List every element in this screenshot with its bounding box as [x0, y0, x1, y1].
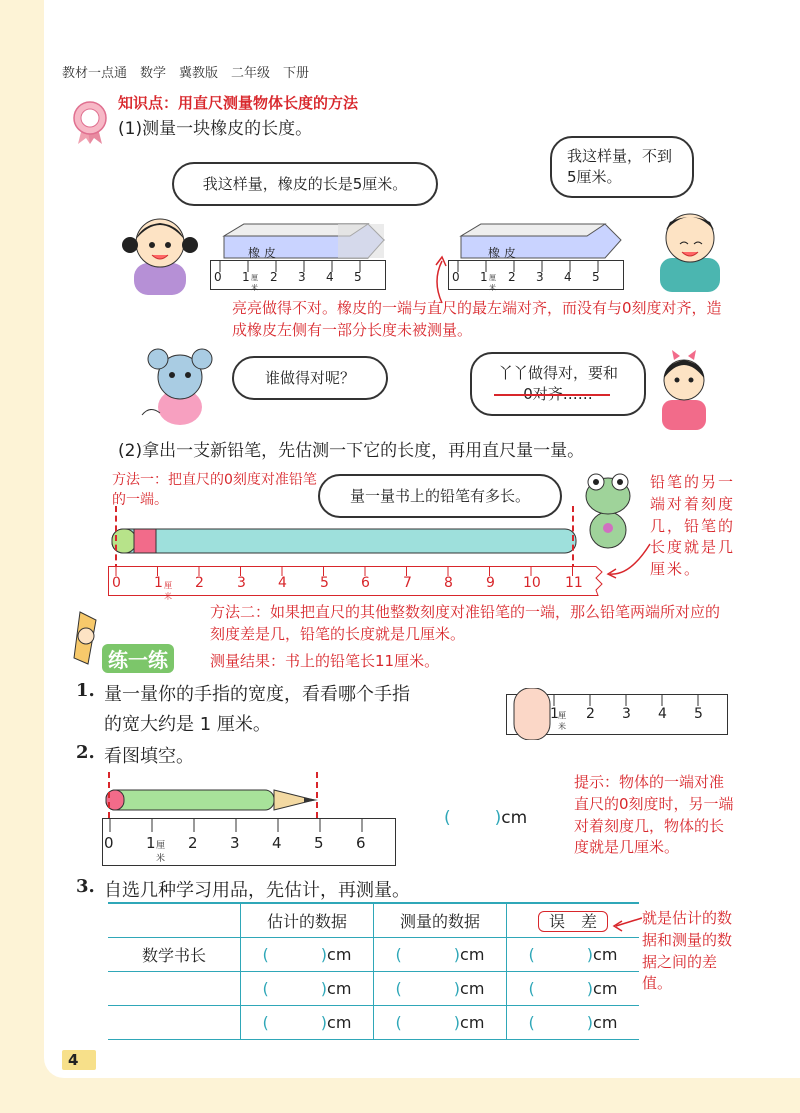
girl-figure: [120, 205, 200, 295]
underline-mark: [494, 394, 610, 396]
tick-label: 2: [195, 575, 204, 591]
speech-bubble-right: 我这样量，不到5厘米。: [550, 136, 694, 198]
tick-label: 0: [112, 575, 121, 591]
table-row: [108, 972, 639, 1006]
speech-bubble-frog: 量一量书上的铅笔有多长。: [318, 474, 562, 518]
tick-label: 3: [230, 834, 240, 852]
tick-label: 1: [154, 575, 163, 591]
cm-label: 厘米: [156, 841, 166, 864]
tick-label: 4: [564, 270, 572, 284]
tick-label: 5: [354, 270, 362, 284]
tick-label: 1: [550, 706, 559, 722]
tick-label: 6: [356, 834, 366, 852]
table-cell-item[interactable]: [108, 972, 241, 1006]
measure-result: 测量结果：书上的铅笔长11厘米。: [210, 652, 440, 670]
note-1: 亮亮做得不对。橡皮的一端与直尺的最左端对齐，而没有与0刻度对齐，造成橡皮左侧有一部分长度未被测量。: [232, 299, 722, 339]
table-cell-input[interactable]: ( )cm: [241, 938, 374, 972]
tick-label: 1: [242, 270, 250, 284]
q3-text: 自选几种学习用品，先估计，再测量。: [104, 880, 410, 901]
table-header-row: [108, 903, 639, 938]
pencil-short: [104, 786, 324, 814]
tick-label: 2: [586, 706, 595, 722]
side-note: 铅笔的另一端对着刻度几，铅笔的长度就是几厘米。: [650, 473, 736, 578]
dash-left-q2: [108, 772, 110, 818]
part2-heading: (2)拿出一支新铅笔，先估测一下它的长度，再用直尺量一量。: [118, 441, 585, 461]
rosette-icon: [72, 100, 108, 144]
tick-label: 5: [592, 270, 600, 284]
tick-label: 3: [298, 270, 306, 284]
tick-label: 10: [523, 575, 541, 591]
table-cell-item[interactable]: [108, 1006, 241, 1040]
girl2-figure: [654, 350, 714, 430]
tick-label: 7: [403, 575, 412, 591]
speech-bubble-girl: 丫丫做得对，要和0对齐……: [470, 352, 646, 416]
tick-label: 2: [508, 270, 516, 284]
q1-number: 1.: [76, 680, 95, 701]
table-cell-input[interactable]: ( )cm: [507, 938, 640, 972]
tick-label: 4: [278, 575, 287, 591]
tick-label: 0: [452, 270, 460, 284]
q3-number: 3.: [76, 876, 95, 897]
tick-label: 1: [146, 834, 156, 852]
table-row: [108, 1006, 639, 1040]
boy-figure: [650, 200, 730, 292]
knowledge-title: 知识点：用直尺测量物体长度的方法: [118, 94, 359, 112]
tick-label: 2: [188, 834, 198, 852]
q2-answer-blank[interactable]: ( )cm: [444, 808, 528, 828]
q2-unit: cm: [501, 808, 528, 828]
table-cell-input[interactable]: ( )cm: [241, 972, 374, 1006]
part1-heading: (1)测量一块橡皮的长度。: [118, 119, 313, 139]
page-number: 4: [62, 1050, 96, 1070]
speech-bubble-who: 谁做得对呢？: [232, 356, 388, 400]
eraser-label-right: 橡 皮: [488, 246, 516, 260]
tick-label: 4: [326, 270, 334, 284]
running-header: 教材一点通 数学 冀教版 二年级 下册: [62, 66, 310, 81]
cm-label: 厘米: [251, 274, 258, 292]
tick-label: 1: [480, 270, 488, 284]
red-arrow-icon: [610, 912, 644, 936]
tick-label: 11: [565, 575, 583, 591]
estimate-table: [108, 902, 639, 1040]
tick-label: 5: [314, 834, 324, 852]
method-1: 方法一：把直尺的0刻度对准铅笔的一端。: [112, 472, 317, 509]
table-cell-input[interactable]: ( )cm: [507, 1006, 640, 1040]
tick-label: 3: [622, 706, 631, 722]
eraser-left: [218, 222, 388, 262]
table-cell-input[interactable]: ( )cm: [374, 1006, 507, 1040]
tick-label: 8: [444, 575, 453, 591]
tick-label: 6: [361, 575, 370, 591]
cm-label: 厘米: [558, 711, 566, 731]
tick-label: 3: [237, 575, 246, 591]
method-2: 方法二：如果把直尺的其他整数刻度对准铅笔的一端，那么铅笔两端所对应的刻度差是几，铅笔的长度就是几厘米。: [210, 603, 721, 643]
eraser-label-left: 橡 皮: [248, 246, 276, 260]
eraser-right: [455, 222, 625, 262]
tick-label: 0: [214, 270, 222, 284]
dash-right-q2: [316, 772, 318, 818]
table-cell-input[interactable]: ( )cm: [241, 1006, 374, 1040]
dash-left: [115, 506, 117, 570]
q1-text: 量一量你的手指的宽度，看看哪个手指的宽大约是 1 厘米。: [104, 684, 410, 735]
table-header-cell: 测量的数据: [374, 903, 507, 938]
table-header-cell: 估计的数据: [241, 903, 374, 938]
speech-bubble-left: 我这样量，橡皮的长是5厘米。: [172, 162, 438, 206]
tick-label: 3: [536, 270, 544, 284]
practice-title: 练一练: [102, 644, 174, 673]
mouse-figure: [140, 345, 220, 430]
tick-label: 5: [320, 575, 329, 591]
tick-label: 4: [272, 834, 282, 852]
tick-label: 4: [658, 706, 667, 722]
table-cell-input[interactable]: ( )cm: [374, 938, 507, 972]
cm-label: 厘米: [164, 581, 172, 601]
red-arrow-icon: [604, 540, 652, 580]
dash-right: [572, 506, 574, 570]
q2-number: 2.: [76, 742, 95, 763]
table-header-cell: [108, 903, 241, 938]
tick-label: 9: [486, 575, 495, 591]
tick-label: 2: [270, 270, 278, 284]
cm-label: 厘米: [489, 274, 496, 292]
error-header: 误 差: [538, 911, 608, 932]
pencil-mascot-icon: [66, 610, 106, 670]
pencil-long: [110, 526, 580, 556]
tick-label: 5: [694, 706, 703, 722]
error-note: 就是估计的数据和测量的数据之间的差值。: [642, 909, 733, 993]
hint: 提示：物体的一端对准直尺的0刻度时，另一端对着刻度几，物体的长度就是几厘米。: [574, 773, 734, 857]
q2-text: 看图填空。: [104, 746, 194, 767]
table-cell-input[interactable]: ( )cm: [507, 972, 640, 1006]
tick-label: 0: [104, 834, 114, 852]
table-cell-input[interactable]: ( )cm: [374, 972, 507, 1006]
table-cell-item: 数学书长: [108, 938, 241, 972]
table-row: [108, 938, 639, 972]
